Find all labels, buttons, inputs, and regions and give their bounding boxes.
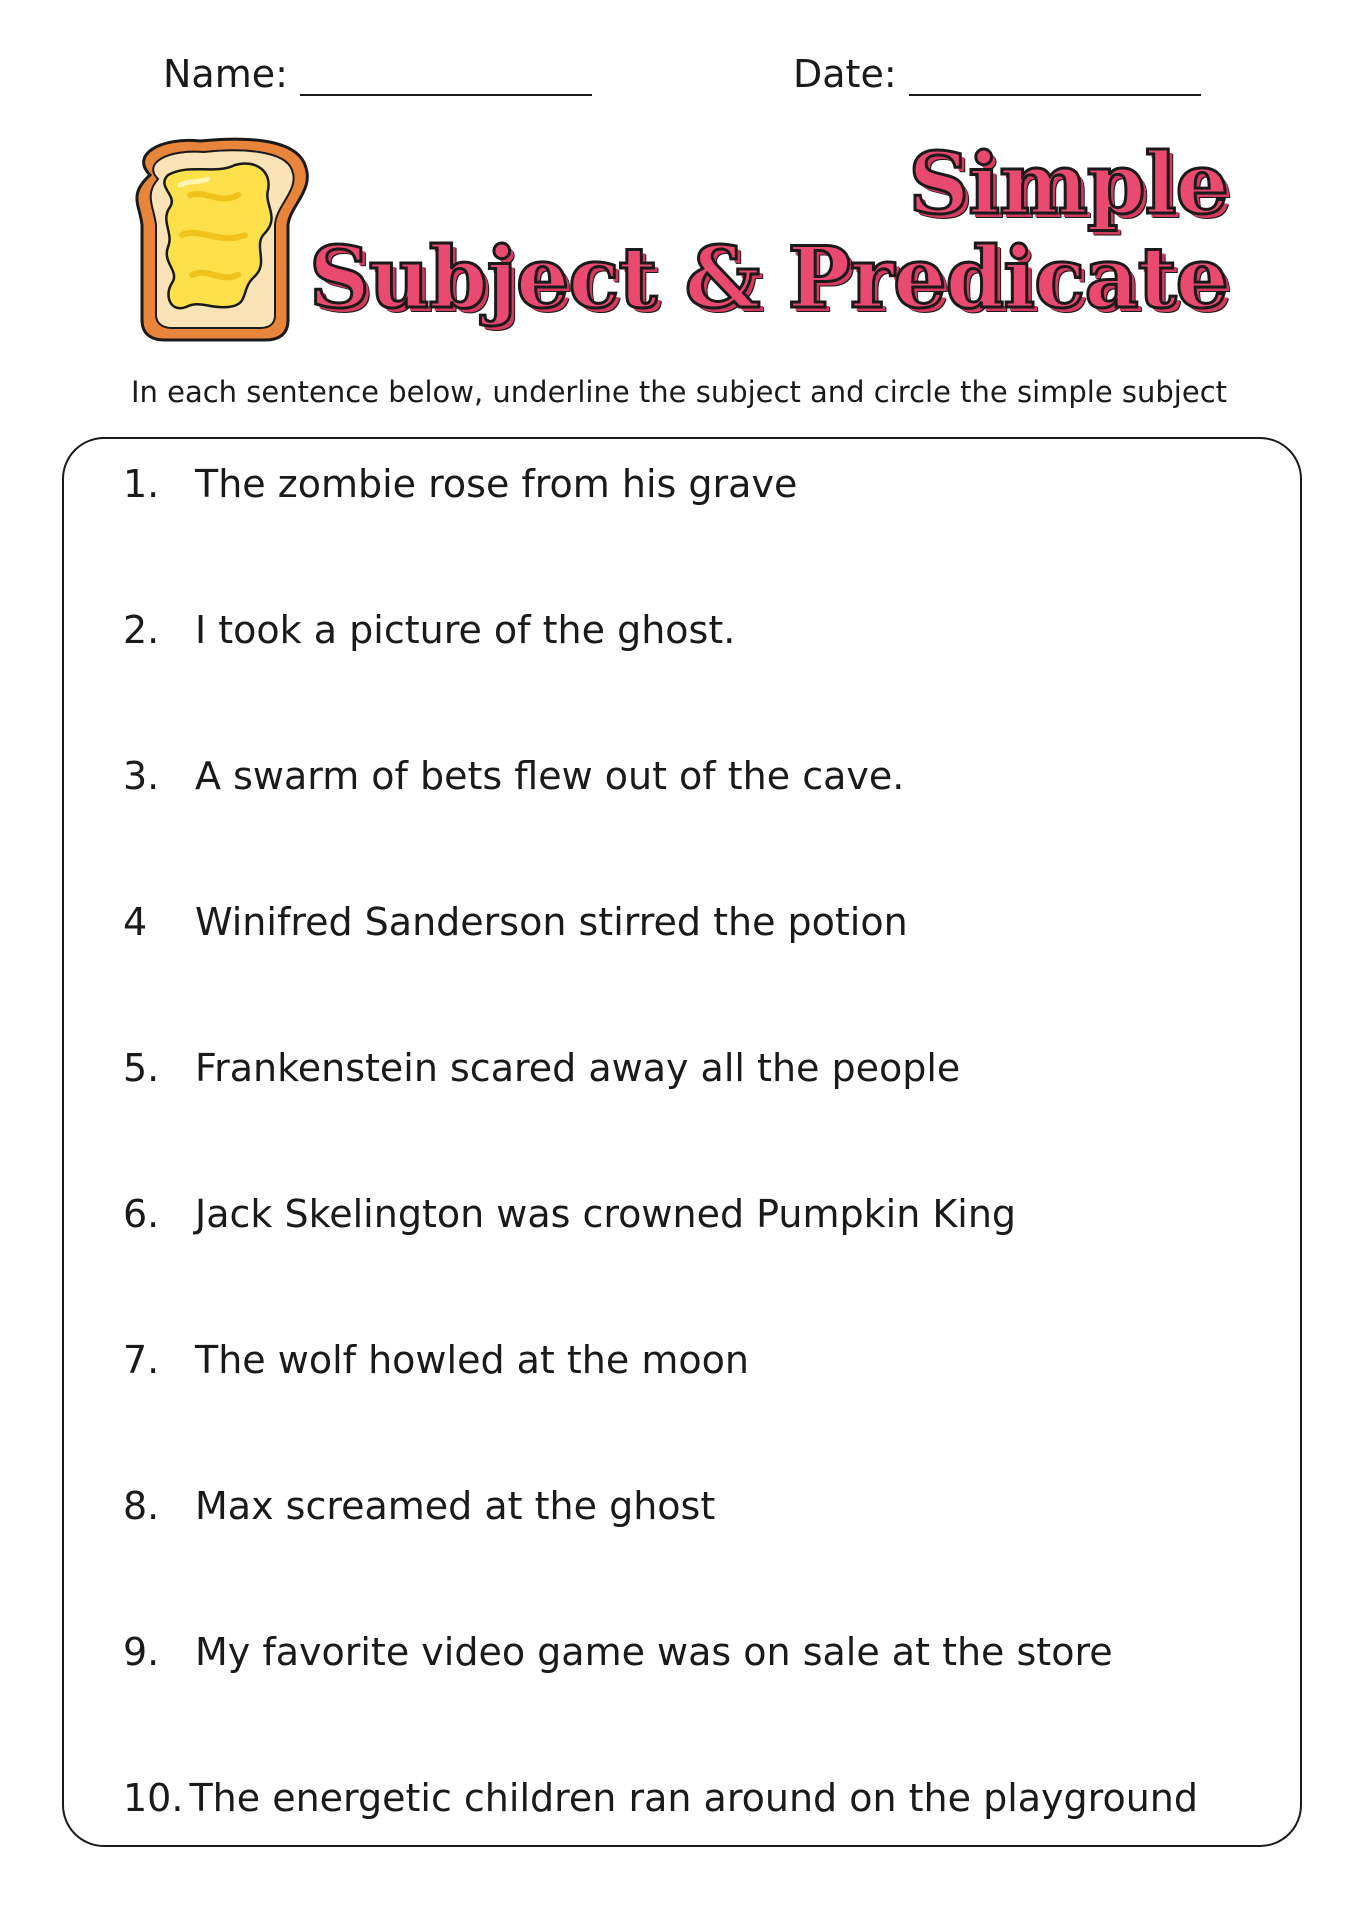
sentence-text: Jack Skelington was crowned Pumpkin King — [195, 1192, 1017, 1236]
name-label: Name: — [163, 52, 288, 96]
name-field[interactable] — [163, 52, 592, 96]
sentence-item-3 — [123, 754, 904, 798]
name-blank-line[interactable] — [300, 54, 592, 96]
sentence-item-10 — [123, 1776, 1198, 1820]
sentence-item-4 — [123, 900, 908, 944]
sentence-text: Frankenstein scared away all the people — [195, 1046, 961, 1090]
sentence-item-1 — [123, 462, 797, 506]
sentence-item-6 — [123, 1192, 1016, 1236]
sentence-number: 8. — [123, 1484, 160, 1528]
sentence-number: 6. — [123, 1192, 160, 1236]
sentence-text: Winifred Sanderson stirred the potion — [195, 900, 908, 944]
sentence-item-2 — [123, 608, 735, 652]
sentence-text: The energetic children ran around on the playground — [189, 1776, 1198, 1820]
sentence-number: 2. — [123, 608, 160, 652]
sentence-text: A swarm of bets flew out of the cave. — [195, 754, 905, 798]
sentence-item-7 — [123, 1338, 749, 1382]
sentence-number: 3. — [123, 754, 160, 798]
sentence-text: My favorite video game was on sale at the store — [195, 1630, 1113, 1674]
sentence-number: 5. — [123, 1046, 160, 1090]
sentence-item-5 — [123, 1046, 960, 1090]
sentence-number: 9. — [123, 1630, 160, 1674]
toast-with-butter-icon — [120, 135, 320, 345]
worksheet-title-line-2: Subject & Predicate — [309, 228, 1228, 327]
sentence-text: The zombie rose from his grave — [195, 462, 798, 506]
date-field[interactable] — [793, 52, 1201, 96]
sentence-number: 1. — [123, 462, 160, 506]
sentence-number: 4 — [123, 900, 148, 944]
sentence-number: 7. — [123, 1338, 160, 1382]
sentence-item-8 — [123, 1484, 715, 1528]
instructions-text: In each sentence below, underline the subject and circle the simple subject — [130, 375, 1228, 409]
sentence-item-9 — [123, 1630, 1113, 1674]
sentence-text: The wolf howled at the moon — [195, 1338, 749, 1382]
worksheet-title-line-1: Simple — [908, 134, 1228, 233]
sentence-text: I took a picture of the ghost. — [195, 608, 736, 652]
sentence-number: 10. — [123, 1776, 184, 1820]
sentence-text: Max screamed at the ghost — [195, 1484, 716, 1528]
date-label: Date: — [793, 52, 897, 96]
date-blank-line[interactable] — [909, 54, 1201, 96]
